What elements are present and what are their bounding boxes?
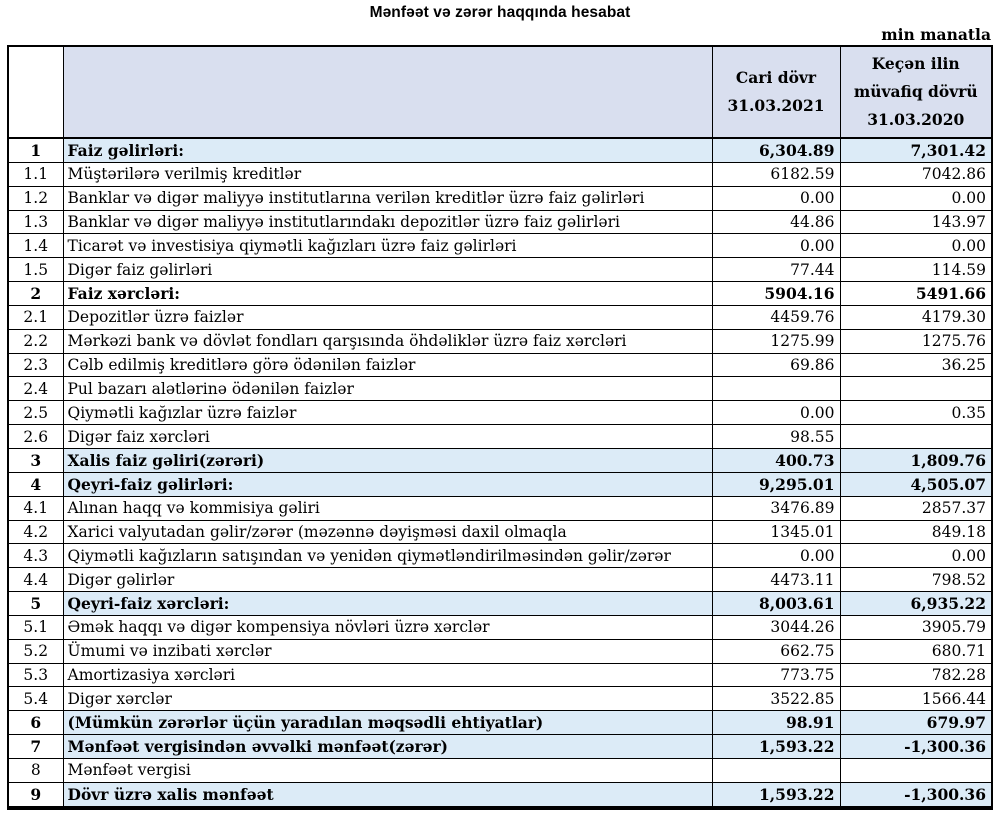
row-label: Banklar və digər maliyyə institutlarındakı depozitlər üzrə faiz gəlirləri xyxy=(63,210,712,234)
row-previous: 679.97 xyxy=(840,711,992,735)
header-row xyxy=(8,46,992,138)
row-current: 3476.89 xyxy=(712,496,840,520)
row-number: 2.1 xyxy=(8,305,63,329)
row-label: Mərkəzi bank və dövlət fondları qarşısında öhdəliklər üzrə faiz xərcləri xyxy=(63,329,712,353)
row-previous: 3905.79 xyxy=(840,615,992,639)
row-number: 4.1 xyxy=(8,496,63,520)
row-previous: 7,301.42 xyxy=(840,138,992,162)
row-label: Müştərilərə verilmiş kreditlər xyxy=(63,162,712,186)
row-current xyxy=(712,377,840,401)
table-row xyxy=(8,186,992,210)
row-label: Ümumi və inzibati xərclər xyxy=(63,639,712,663)
row-number: 6 xyxy=(8,711,63,735)
row-previous: 5491.66 xyxy=(840,282,992,306)
row-current: 98.91 xyxy=(712,711,840,735)
row-current: 3522.85 xyxy=(712,687,840,711)
table-row xyxy=(8,520,992,544)
row-number: 2.3 xyxy=(8,353,63,377)
row-label: Qiymətli kağızlar üzrə faizlər xyxy=(63,401,712,425)
table-row xyxy=(8,425,992,449)
row-label: Digər gəlirlər xyxy=(63,568,712,592)
row-current: 44.86 xyxy=(712,210,840,234)
header-description-cell xyxy=(63,46,712,138)
row-current: 6182.59 xyxy=(712,162,840,186)
row-label: Digər xərclər xyxy=(63,687,712,711)
table-row xyxy=(8,472,992,496)
row-label: Xalis faiz gəliri(zərəri) xyxy=(63,448,712,472)
table-row xyxy=(8,544,992,568)
row-current: 1345.01 xyxy=(712,520,840,544)
row-current: 0.00 xyxy=(712,544,840,568)
row-previous: 1566.44 xyxy=(840,687,992,711)
row-label: Alınan haqq və kommisiya gəliri xyxy=(63,496,712,520)
row-number: 4.3 xyxy=(8,544,63,568)
header-number-cell xyxy=(8,46,63,138)
row-current: 4473.11 xyxy=(712,568,840,592)
table-row xyxy=(8,305,992,329)
table-row xyxy=(8,782,992,807)
row-label: Qeyri-faiz gəlirləri: xyxy=(63,472,712,496)
row-label: Mənfəət vergisi xyxy=(63,758,712,782)
row-number: 1.3 xyxy=(8,210,63,234)
row-previous: 36.25 xyxy=(840,353,992,377)
table-row xyxy=(8,448,992,472)
row-previous: -1,300.36 xyxy=(840,735,992,759)
table-row xyxy=(8,568,992,592)
row-label: Cəlb edilmiş kreditlərə görə ödənilən faizlər xyxy=(63,353,712,377)
row-previous: 114.59 xyxy=(840,258,992,282)
row-current: 662.75 xyxy=(712,639,840,663)
header-current-line2: 31.03.2021 xyxy=(727,96,825,115)
table-row xyxy=(8,663,992,687)
table-row xyxy=(8,615,992,639)
header-previous-line2: müvafiq dövrü xyxy=(853,82,978,102)
row-label: (Mümkün zərərlər üçün yaradılan məqsədli ehtiyatlar) xyxy=(63,711,712,735)
row-number: 5.4 xyxy=(8,687,63,711)
row-previous: 4,505.07 xyxy=(840,472,992,496)
row-label: Faiz gəlirləri: xyxy=(63,138,712,162)
profit-loss-table xyxy=(7,45,993,810)
row-number: 2.6 xyxy=(8,425,63,449)
row-number: 5.2 xyxy=(8,639,63,663)
row-number: 5 xyxy=(8,592,63,616)
table-row xyxy=(8,711,992,735)
row-current: 0.00 xyxy=(712,401,840,425)
row-current xyxy=(712,758,840,782)
row-previous: -1,300.36 xyxy=(840,782,992,807)
row-number: 2 xyxy=(8,282,63,306)
row-previous: 798.52 xyxy=(840,568,992,592)
row-previous: 2857.37 xyxy=(840,496,992,520)
row-label: Qeyri-faiz xərcləri: xyxy=(63,592,712,616)
row-label: Xarici valyutadan gəlir/zərər (məzənnə dəyişməsi daxil olmaqla xyxy=(63,520,712,544)
row-current: 5904.16 xyxy=(712,282,840,306)
row-previous: 0.00 xyxy=(840,544,992,568)
row-label: Dövr üzrə xalis mənfəət xyxy=(63,782,712,807)
row-current: 1,593.22 xyxy=(712,782,840,807)
table-row xyxy=(8,162,992,186)
header-previous-line1: Keçən ilin xyxy=(871,54,960,74)
row-number: 9 xyxy=(8,782,63,807)
table-row xyxy=(8,592,992,616)
header-current-line1: Cari dövr xyxy=(735,68,817,88)
row-number: 3 xyxy=(8,448,63,472)
table-row xyxy=(8,735,992,759)
row-previous: 143.97 xyxy=(840,210,992,234)
row-previous: 1,809.76 xyxy=(840,448,992,472)
table-row xyxy=(8,210,992,234)
row-number: 5.3 xyxy=(8,663,63,687)
row-current: 98.55 xyxy=(712,425,840,449)
table-row xyxy=(8,282,992,306)
row-current: 6,304.89 xyxy=(712,138,840,162)
row-number: 1.4 xyxy=(8,234,63,258)
row-number: 4.2 xyxy=(8,520,63,544)
row-previous xyxy=(840,377,992,401)
row-previous: 1275.76 xyxy=(840,329,992,353)
row-label: Pul bazarı alətlərinə ödənilən faizlər xyxy=(63,377,712,401)
row-number: 1.5 xyxy=(8,258,63,282)
row-previous: 0.35 xyxy=(840,401,992,425)
row-label: Ticarət və investisiya qiymətli kağızları üzrə faiz gəlirləri xyxy=(63,234,712,258)
row-number: 2.4 xyxy=(8,377,63,401)
table-row xyxy=(8,138,992,162)
row-label: Digər faiz xərcləri xyxy=(63,425,712,449)
header-current-period xyxy=(712,46,840,138)
row-number: 1.2 xyxy=(8,186,63,210)
header-previous-line3: 31.03.2020 xyxy=(867,109,965,129)
row-previous xyxy=(840,425,992,449)
table-header xyxy=(8,46,992,138)
row-number: 5.1 xyxy=(8,615,63,639)
row-label: Digər faiz gəlirləri xyxy=(63,258,712,282)
row-number: 7 xyxy=(8,735,63,759)
table-row xyxy=(8,401,992,425)
row-previous: 6,935.22 xyxy=(840,592,992,616)
row-previous: 7042.86 xyxy=(840,162,992,186)
row-label: Qiymətli kağızların satışından və yenidən qiymətləndirilməsindən gəlir/zərər xyxy=(63,544,712,568)
row-label: Əmək haqqı və digər kompensiya növləri üzrə xərclər xyxy=(63,615,712,639)
row-current: 4459.76 xyxy=(712,305,840,329)
table-row xyxy=(8,758,992,782)
row-current: 1,593.22 xyxy=(712,735,840,759)
row-current: 8,003.61 xyxy=(712,592,840,616)
row-label: Faiz xərcləri: xyxy=(63,282,712,306)
row-previous xyxy=(840,758,992,782)
row-label: Amortizasiya xərcləri xyxy=(63,663,712,687)
table-row xyxy=(8,329,992,353)
table-body xyxy=(8,138,992,808)
row-current: 400.73 xyxy=(712,448,840,472)
table-row xyxy=(8,496,992,520)
unit-label: min manatla xyxy=(881,25,991,44)
row-previous: 849.18 xyxy=(840,520,992,544)
row-current: 0.00 xyxy=(712,234,840,258)
row-label: Mənfəət vergisindən əvvəlki mənfəət(zərər) xyxy=(63,735,712,759)
table-row xyxy=(8,639,992,663)
row-current: 9,295.01 xyxy=(712,472,840,496)
row-current: 773.75 xyxy=(712,663,840,687)
table-row xyxy=(8,234,992,258)
row-current: 3044.26 xyxy=(712,615,840,639)
table-row xyxy=(8,258,992,282)
row-number: 2.5 xyxy=(8,401,63,425)
table-row xyxy=(8,377,992,401)
row-previous: 680.71 xyxy=(840,639,992,663)
row-number: 1 xyxy=(8,138,63,162)
table-row xyxy=(8,353,992,377)
row-number: 2.2 xyxy=(8,329,63,353)
row-current: 69.86 xyxy=(712,353,840,377)
row-label: Banklar və digər maliyyə institutlarına verilən kreditlər üzrə faiz gəlirləri xyxy=(63,186,712,210)
header-previous-period xyxy=(840,46,992,138)
table-row xyxy=(8,687,992,711)
row-previous: 4179.30 xyxy=(840,305,992,329)
row-number: 8 xyxy=(8,758,63,782)
row-number: 4 xyxy=(8,472,63,496)
row-current: 77.44 xyxy=(712,258,840,282)
row-label: Depozitlər üzrə faizlər xyxy=(63,305,712,329)
row-previous: 0.00 xyxy=(840,234,992,258)
page-title: Mənfəət və zərər haqqında hesabat xyxy=(369,4,631,21)
row-number: 4.4 xyxy=(8,568,63,592)
row-current: 0.00 xyxy=(712,186,840,210)
row-previous: 0.00 xyxy=(840,186,992,210)
row-current: 1275.99 xyxy=(712,329,840,353)
row-previous: 782.28 xyxy=(840,663,992,687)
row-number: 1.1 xyxy=(8,162,63,186)
